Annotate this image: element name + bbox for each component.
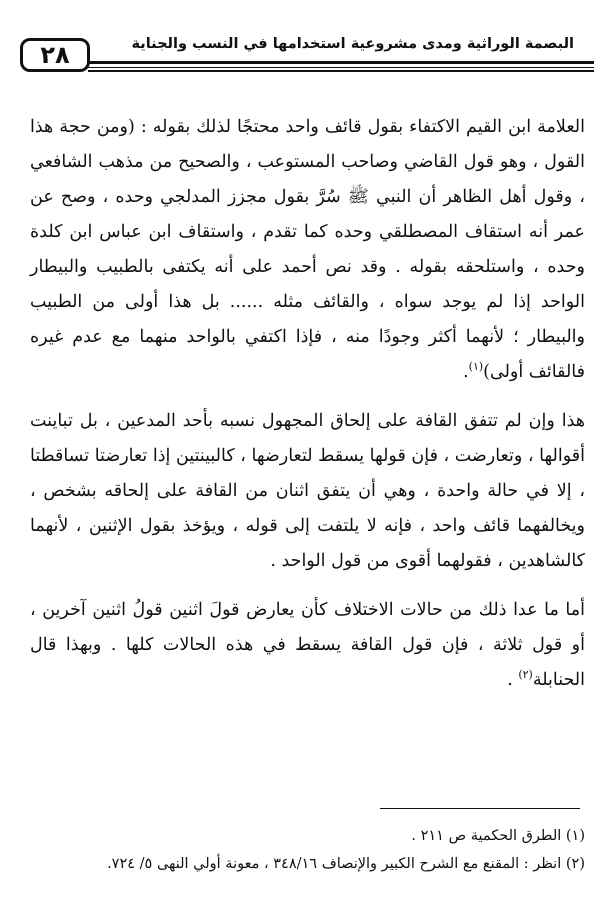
page-header	[18, 36, 594, 78]
paragraph-1-end: .	[463, 362, 469, 382]
paragraph-1	[30, 110, 585, 390]
running-title: البصمة الوراثية ومدى مشروعية استخدامها في النسب والجناية	[131, 36, 574, 52]
footnotes	[30, 822, 585, 878]
footnote-ref-2[interactable]: (٢)	[518, 668, 533, 682]
footnote-2: (٢) انظر : المقنع مع الشرح الكبير والإنصاف ٣٤٨/١٦ ، معونة أولي النهى ٥/ ٧٢٤.	[107, 856, 585, 872]
header-rule-thin	[88, 67, 594, 68]
paragraph-3-text: أما ما عدا ذلك من حالات الاختلاف كأن يعارض قولَ اثنين قولُ اثنين آخرين ، أو قول ثلاثة ، فإن قول القافة يسقط في هذه الحالات كلها . وبهذا قال الحنابلة	[30, 600, 585, 690]
header-rule	[88, 61, 594, 64]
paragraph-3	[30, 593, 585, 698]
footnote-ref-1[interactable]: (١)	[468, 360, 484, 374]
page-number: ٢٨	[20, 38, 90, 72]
paragraph-3-end: .	[507, 670, 519, 690]
paragraph-2: هذا وإن لم تتفق القافة على إلحاق المجهول نسبه بأحد المدعين ، بل تباينت أقوالها ، وتعارضت ، فإن قولها يسقط لتعارضها ، كالبينتين إذا تعارضتا تساقطتا ، إلا في حالة واحدة ، وهي أن يتفق اثنان من القافة على إلحاقه بشخص ، ويخالفهما قائف واحد ، فإنه لا يلتفت إلى قوله ، ويؤخذ بقول الإثنين ، لأنهما كالشاهدين ، فقولهما أقوى من قول الواحد .	[30, 411, 585, 571]
footnote-separator	[380, 808, 580, 809]
body-text	[30, 110, 585, 712]
paragraph-1-text: العلامة ابن القيم الاكتفاء بقول قائف واحد محتجًا لذلك بقوله : (ومن حجة هذا القول ، وهو قول القاضي وصاحب المستوعب ، والصحيح من مذهب الشافعي ، وقول أهل الظاهر أن النبي ﷺ سُرَّ بقول مجزز المدلجي وحده ، وصح عن عمر أنه استقاف المصطلقي وحده كما تقدم ، واستقاف ابن عباس ابن كلدة وحده ، واستلحقه بقوله . وقد نص أحمد على أنه يكتفى بالطبيب والبيطار الواحد إذا لم يوجد سواه ، والقائف مثله ...... بل هذا أولى من الطبيب والبيطار ؛ لأنهما أكثر وجودًا منه ، فإذا اكتفي بالواحد منهما مع عدم غيره فالقائف أولى)	[30, 117, 585, 382]
header-rule-bottom	[88, 70, 594, 72]
footnote-1: (١) الطرق الحكمية ص ٢١١ .	[411, 828, 585, 844]
